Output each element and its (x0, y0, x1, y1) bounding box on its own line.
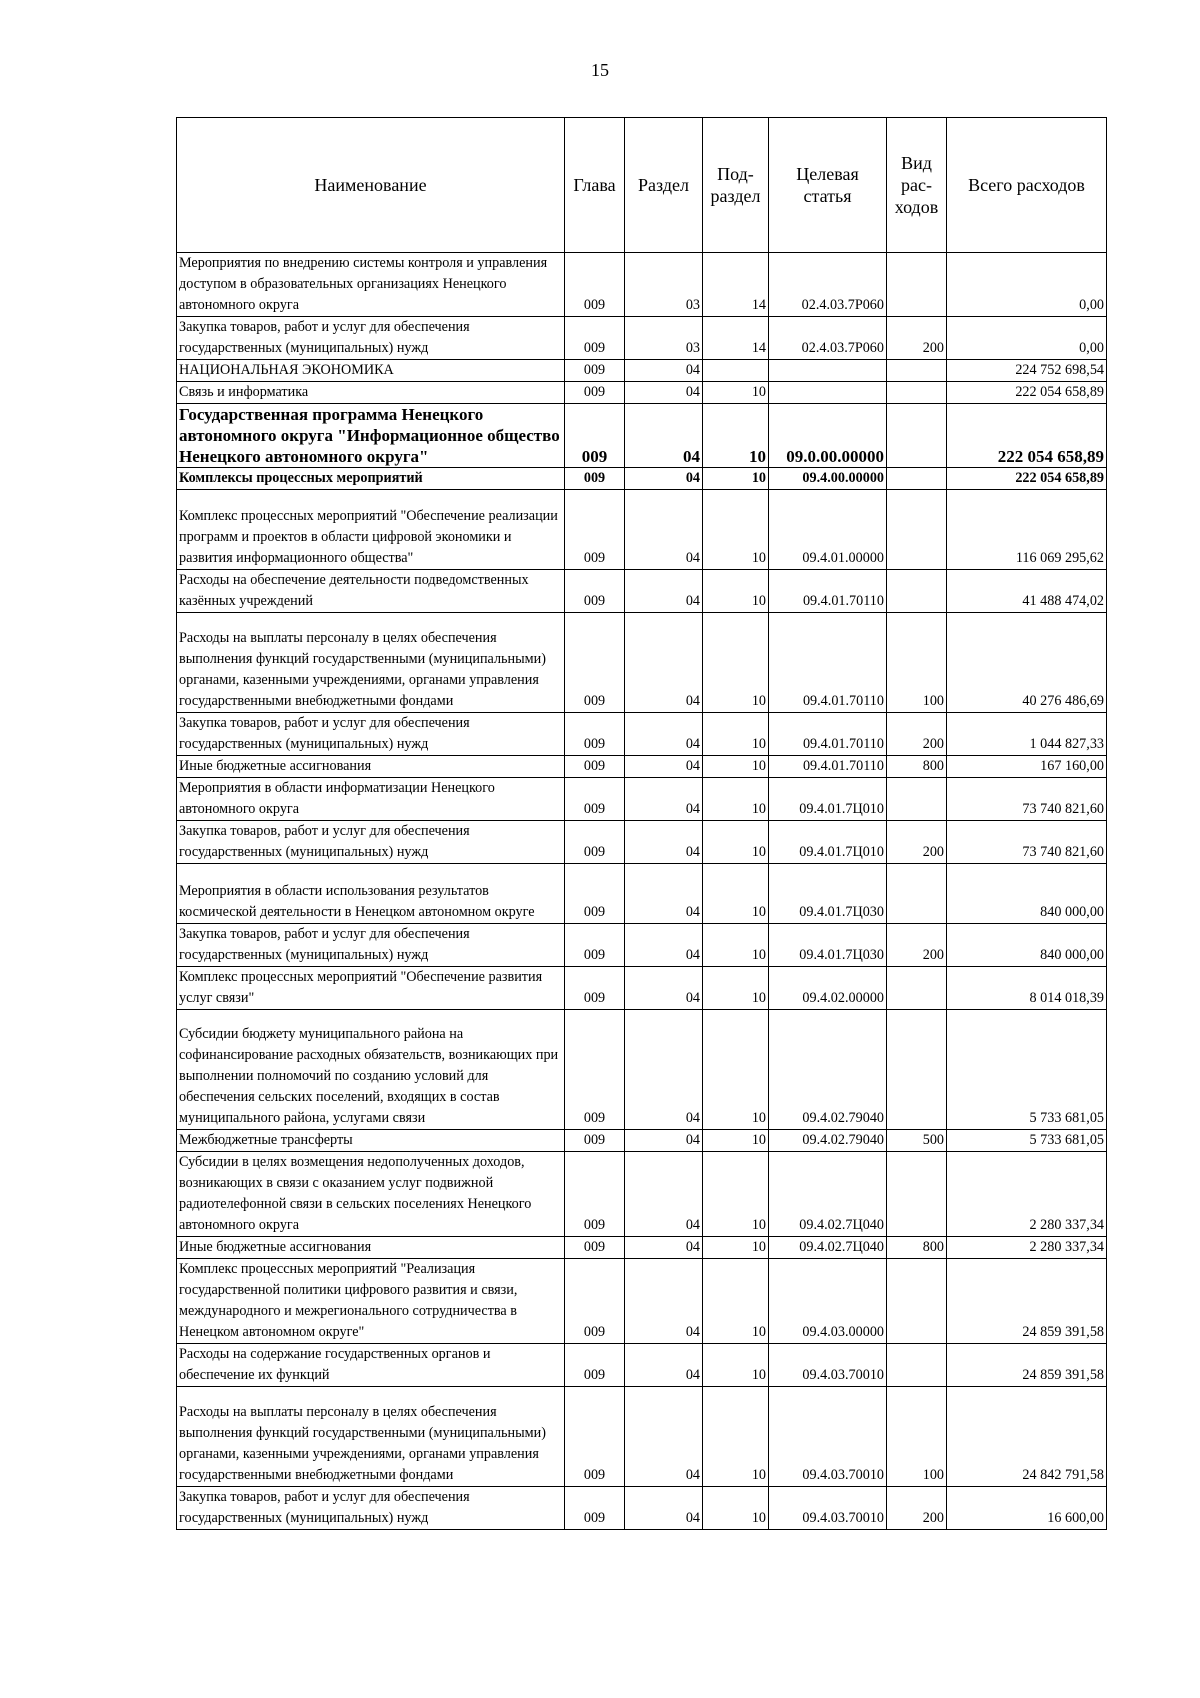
cell-glava: 009 (565, 253, 625, 317)
cell-name: Расходы на выплаты персоналу в целях обеспечения выполнения функций государственными (муниципальными) органами, казенными учреждениями, органами управления государственными внебюджетными фондами (177, 1387, 565, 1487)
cell-name: Мероприятия по внедрению системы контроля и управления доступом в образовательных организациях Ненецкого автономного округа (177, 253, 565, 317)
cell-vid: 200 (887, 713, 947, 756)
cell-total: 840 000,00 (947, 924, 1107, 967)
cell-statya: 09.4.00.00000 (769, 468, 887, 490)
cell-statya: 09.4.03.70010 (769, 1344, 887, 1387)
cell-total: 5 733 681,05 (947, 1130, 1107, 1152)
cell-podrazdel (703, 360, 769, 382)
table-row (177, 253, 1107, 317)
cell-glava: 009 (565, 924, 625, 967)
cell-razdel: 04 (625, 1010, 703, 1130)
cell-name: Расходы на обеспечение деятельности подведомственных казённых учреждений (177, 570, 565, 613)
cell-razdel: 04 (625, 468, 703, 490)
table-row (177, 570, 1107, 613)
cell-name: Закупка товаров, работ и услуг для обеспечения государственных (муниципальных) нужд (177, 924, 565, 967)
table-row (177, 1387, 1107, 1487)
cell-podrazdel: 10 (703, 1152, 769, 1237)
cell-vid (887, 253, 947, 317)
cell-statya: 02.4.03.7Р060 (769, 253, 887, 317)
table-header-row (177, 118, 1107, 253)
cell-statya (769, 360, 887, 382)
cell-statya: 09.4.01.7Ц030 (769, 924, 887, 967)
header-podrazdel (703, 118, 769, 253)
cell-glava: 009 (565, 382, 625, 404)
cell-name: Комплекс процессных мероприятий "Обеспечение реализации программ и проектов в области цифровой экономики и развития информационного общества" (177, 490, 565, 570)
cell-razdel: 04 (625, 713, 703, 756)
cell-glava: 009 (565, 490, 625, 570)
cell-name: Закупка товаров, работ и услуг для обеспечения государственных (муниципальных) нужд (177, 317, 565, 360)
table-row (177, 924, 1107, 967)
cell-statya: 09.4.01.70110 (769, 713, 887, 756)
cell-podrazdel: 10 (703, 1487, 769, 1530)
cell-statya: 09.0.00.00000 (769, 404, 887, 468)
table-row (177, 1344, 1107, 1387)
cell-vid: 200 (887, 821, 947, 864)
cell-podrazdel: 10 (703, 1130, 769, 1152)
cell-total: 73 740 821,60 (947, 821, 1107, 864)
cell-total: 222 054 658,89 (947, 468, 1107, 490)
cell-total: 24 842 791,58 (947, 1387, 1107, 1487)
cell-vid: 200 (887, 924, 947, 967)
cell-vid (887, 468, 947, 490)
table-row (177, 864, 1107, 924)
cell-vid (887, 864, 947, 924)
cell-vid: 500 (887, 1130, 947, 1152)
cell-razdel: 04 (625, 864, 703, 924)
cell-total: 222 054 658,89 (947, 382, 1107, 404)
cell-name: Мероприятия в области использования результатов космической деятельности в Ненецком автономном округе (177, 864, 565, 924)
cell-podrazdel: 10 (703, 967, 769, 1010)
cell-glava: 009 (565, 756, 625, 778)
cell-total: 222 054 658,89 (947, 404, 1107, 468)
table-row (177, 1130, 1107, 1152)
table-row (177, 382, 1107, 404)
cell-vid (887, 382, 947, 404)
cell-razdel: 04 (625, 613, 703, 713)
cell-statya: 02.4.03.7Р060 (769, 317, 887, 360)
cell-glava: 009 (565, 1259, 625, 1344)
header-vid: Вид рас-ходов (887, 118, 947, 253)
cell-statya: 09.4.01.7Ц030 (769, 864, 887, 924)
cell-statya: 09.4.01.7Ц010 (769, 821, 887, 864)
table-row (177, 1487, 1107, 1530)
table-row (177, 1259, 1107, 1344)
cell-glava: 009 (565, 468, 625, 490)
table-row (177, 490, 1107, 570)
cell-vid: 200 (887, 317, 947, 360)
cell-glava: 009 (565, 613, 625, 713)
cell-glava: 009 (565, 1130, 625, 1152)
header-name: Наименование (177, 118, 565, 253)
cell-glava: 009 (565, 1010, 625, 1130)
table-row (177, 756, 1107, 778)
cell-glava: 009 (565, 778, 625, 821)
cell-podrazdel: 10 (703, 468, 769, 490)
header-podrazdel-text: Под-раздел (710, 164, 761, 206)
cell-podrazdel: 10 (703, 1237, 769, 1259)
cell-podrazdel: 10 (703, 1387, 769, 1487)
cell-name: Иные бюджетные ассигнования (177, 756, 565, 778)
cell-name: Иные бюджетные ассигнования (177, 1237, 565, 1259)
cell-glava: 009 (565, 360, 625, 382)
cell-statya: 09.4.03.70010 (769, 1487, 887, 1530)
table-row (177, 1010, 1107, 1130)
cell-total: 2 280 337,34 (947, 1152, 1107, 1237)
cell-vid (887, 360, 947, 382)
cell-podrazdel: 10 (703, 490, 769, 570)
cell-name: Закупка товаров, работ и услуг для обеспечения государственных (муниципальных) нужд (177, 821, 565, 864)
cell-razdel: 03 (625, 317, 703, 360)
cell-podrazdel: 10 (703, 1010, 769, 1130)
cell-total: 224 752 698,54 (947, 360, 1107, 382)
cell-razdel: 04 (625, 1387, 703, 1487)
cell-name: Мероприятия в области информатизации Ненецкого автономного округа (177, 778, 565, 821)
cell-total: 16 600,00 (947, 1487, 1107, 1530)
cell-statya: 09.4.02.79040 (769, 1010, 887, 1130)
cell-total: 116 069 295,62 (947, 490, 1107, 570)
cell-podrazdel: 10 (703, 1259, 769, 1344)
cell-name: Расходы на содержание государственных органов и обеспечение их функций (177, 1344, 565, 1387)
cell-statya: 09.4.02.7Ц040 (769, 1152, 887, 1237)
cell-statya (769, 382, 887, 404)
cell-statya: 09.4.02.00000 (769, 967, 887, 1010)
cell-podrazdel: 10 (703, 404, 769, 468)
cell-vid (887, 1010, 947, 1130)
cell-total: 5 733 681,05 (947, 1010, 1107, 1130)
table-row (177, 1237, 1107, 1259)
cell-statya: 09.4.01.70110 (769, 756, 887, 778)
cell-vid (887, 1259, 947, 1344)
cell-glava: 009 (565, 821, 625, 864)
cell-podrazdel: 10 (703, 713, 769, 756)
cell-razdel: 04 (625, 1259, 703, 1344)
cell-podrazdel: 10 (703, 924, 769, 967)
cell-glava: 009 (565, 1152, 625, 1237)
cell-razdel: 04 (625, 1237, 703, 1259)
cell-razdel: 04 (625, 1344, 703, 1387)
cell-razdel: 04 (625, 778, 703, 821)
cell-total: 73 740 821,60 (947, 778, 1107, 821)
cell-razdel: 04 (625, 756, 703, 778)
cell-total: 0,00 (947, 253, 1107, 317)
cell-total: 167 160,00 (947, 756, 1107, 778)
cell-razdel: 04 (625, 1487, 703, 1530)
cell-vid: 800 (887, 1237, 947, 1259)
cell-name: Комплексы процессных мероприятий (177, 468, 565, 490)
cell-podrazdel: 10 (703, 570, 769, 613)
cell-razdel: 04 (625, 404, 703, 468)
cell-total: 40 276 486,69 (947, 613, 1107, 713)
cell-name: Государственная программа Ненецкого автономного округа "Информационное общество Ненецкого автономного округа" (177, 404, 565, 468)
cell-total: 41 488 474,02 (947, 570, 1107, 613)
cell-vid (887, 778, 947, 821)
cell-razdel: 04 (625, 360, 703, 382)
cell-statya: 09.4.03.00000 (769, 1259, 887, 1344)
cell-statya: 09.4.01.70110 (769, 570, 887, 613)
cell-razdel: 04 (625, 924, 703, 967)
cell-name: Субсидии в целях возмещения недополученных доходов, возникающих в связи с оказанием услуг подвижной радиотелефонной связи в сельских поселениях Ненецкого автономного округа (177, 1152, 565, 1237)
cell-statya: 09.4.01.70110 (769, 613, 887, 713)
cell-glava: 009 (565, 1237, 625, 1259)
table-row (177, 967, 1107, 1010)
cell-total: 24 859 391,58 (947, 1259, 1107, 1344)
cell-statya: 09.4.02.7Ц040 (769, 1237, 887, 1259)
cell-podrazdel: 14 (703, 253, 769, 317)
cell-statya: 09.4.02.79040 (769, 1130, 887, 1152)
cell-razdel: 04 (625, 821, 703, 864)
table-row (177, 468, 1107, 490)
cell-vid (887, 967, 947, 1010)
cell-statya: 09.4.03.70010 (769, 1387, 887, 1487)
cell-name: Комплекс процессных мероприятий "Реализация государственной политики цифрового развития и связи, международного и межрегионального сотрудничества в Ненецком автономном округе" (177, 1259, 565, 1344)
header-glava: Глава (565, 118, 625, 253)
cell-vid (887, 404, 947, 468)
cell-podrazdel: 10 (703, 864, 769, 924)
cell-total: 2 280 337,34 (947, 1237, 1107, 1259)
cell-razdel: 04 (625, 382, 703, 404)
cell-razdel: 04 (625, 1130, 703, 1152)
cell-total: 0,00 (947, 317, 1107, 360)
cell-statya: 09.4.01.7Ц010 (769, 778, 887, 821)
budget-table (176, 117, 1107, 1530)
cell-glava: 009 (565, 864, 625, 924)
cell-glava: 009 (565, 570, 625, 613)
header-razdel: Раздел (625, 118, 703, 253)
cell-podrazdel: 14 (703, 317, 769, 360)
page-number: 15 (591, 60, 609, 80)
cell-vid (887, 570, 947, 613)
cell-podrazdel: 10 (703, 613, 769, 713)
cell-glava: 009 (565, 1344, 625, 1387)
cell-vid: 800 (887, 756, 947, 778)
table-row (177, 1152, 1107, 1237)
cell-name: Закупка товаров, работ и услуг для обеспечения государственных (муниципальных) нужд (177, 713, 565, 756)
cell-podrazdel: 10 (703, 382, 769, 404)
cell-total: 8 014 018,39 (947, 967, 1107, 1010)
cell-name: Межбюджетные трансферты (177, 1130, 565, 1152)
table-row (177, 713, 1107, 756)
cell-podrazdel: 10 (703, 756, 769, 778)
cell-vid: 100 (887, 613, 947, 713)
cell-glava: 009 (565, 404, 625, 468)
cell-podrazdel: 10 (703, 821, 769, 864)
cell-name: Расходы на выплаты персоналу в целях обеспечения выполнения функций государственными (муниципальными) органами, казенными учреждениями, органами управления государственными внебюджетными фондами (177, 613, 565, 713)
cell-vid (887, 490, 947, 570)
cell-statya: 09.4.01.00000 (769, 490, 887, 570)
cell-razdel: 04 (625, 490, 703, 570)
table-row (177, 613, 1107, 713)
cell-razdel: 04 (625, 570, 703, 613)
table-row (177, 821, 1107, 864)
cell-name: Закупка товаров, работ и услуг для обеспечения государственных (муниципальных) нужд (177, 1487, 565, 1530)
table-row (177, 317, 1107, 360)
table-row (177, 360, 1107, 382)
header-total: Всего расходов (947, 118, 1107, 253)
cell-vid: 100 (887, 1387, 947, 1487)
cell-glava: 009 (565, 967, 625, 1010)
header-statya: Целевая статья (769, 118, 887, 253)
cell-total: 1 044 827,33 (947, 713, 1107, 756)
cell-glava: 009 (565, 713, 625, 756)
table-row (177, 404, 1107, 468)
table-body (177, 253, 1107, 1530)
cell-razdel: 03 (625, 253, 703, 317)
cell-name: Связь и информатика (177, 382, 565, 404)
cell-name: НАЦИОНАЛЬНАЯ ЭКОНОМИКА (177, 360, 565, 382)
cell-razdel: 04 (625, 1152, 703, 1237)
cell-podrazdel: 10 (703, 778, 769, 821)
cell-glava: 009 (565, 1387, 625, 1487)
cell-vid: 200 (887, 1487, 947, 1530)
cell-glava: 009 (565, 317, 625, 360)
table-row (177, 778, 1107, 821)
cell-podrazdel: 10 (703, 1344, 769, 1387)
cell-name: Комплекс процессных мероприятий "Обеспечение развития услуг связи" (177, 967, 565, 1010)
cell-vid (887, 1152, 947, 1237)
cell-total: 24 859 391,58 (947, 1344, 1107, 1387)
cell-total: 840 000,00 (947, 864, 1107, 924)
cell-vid (887, 1344, 947, 1387)
cell-glava: 009 (565, 1487, 625, 1530)
cell-razdel: 04 (625, 967, 703, 1010)
cell-name: Субсидии бюджету муниципального района на софинансирование расходных обязательств, возникающих при выполнении полномочий по созданию условий для обеспечения сельских поселений, входящих в состав муниципального района, услугами связи (177, 1010, 565, 1130)
